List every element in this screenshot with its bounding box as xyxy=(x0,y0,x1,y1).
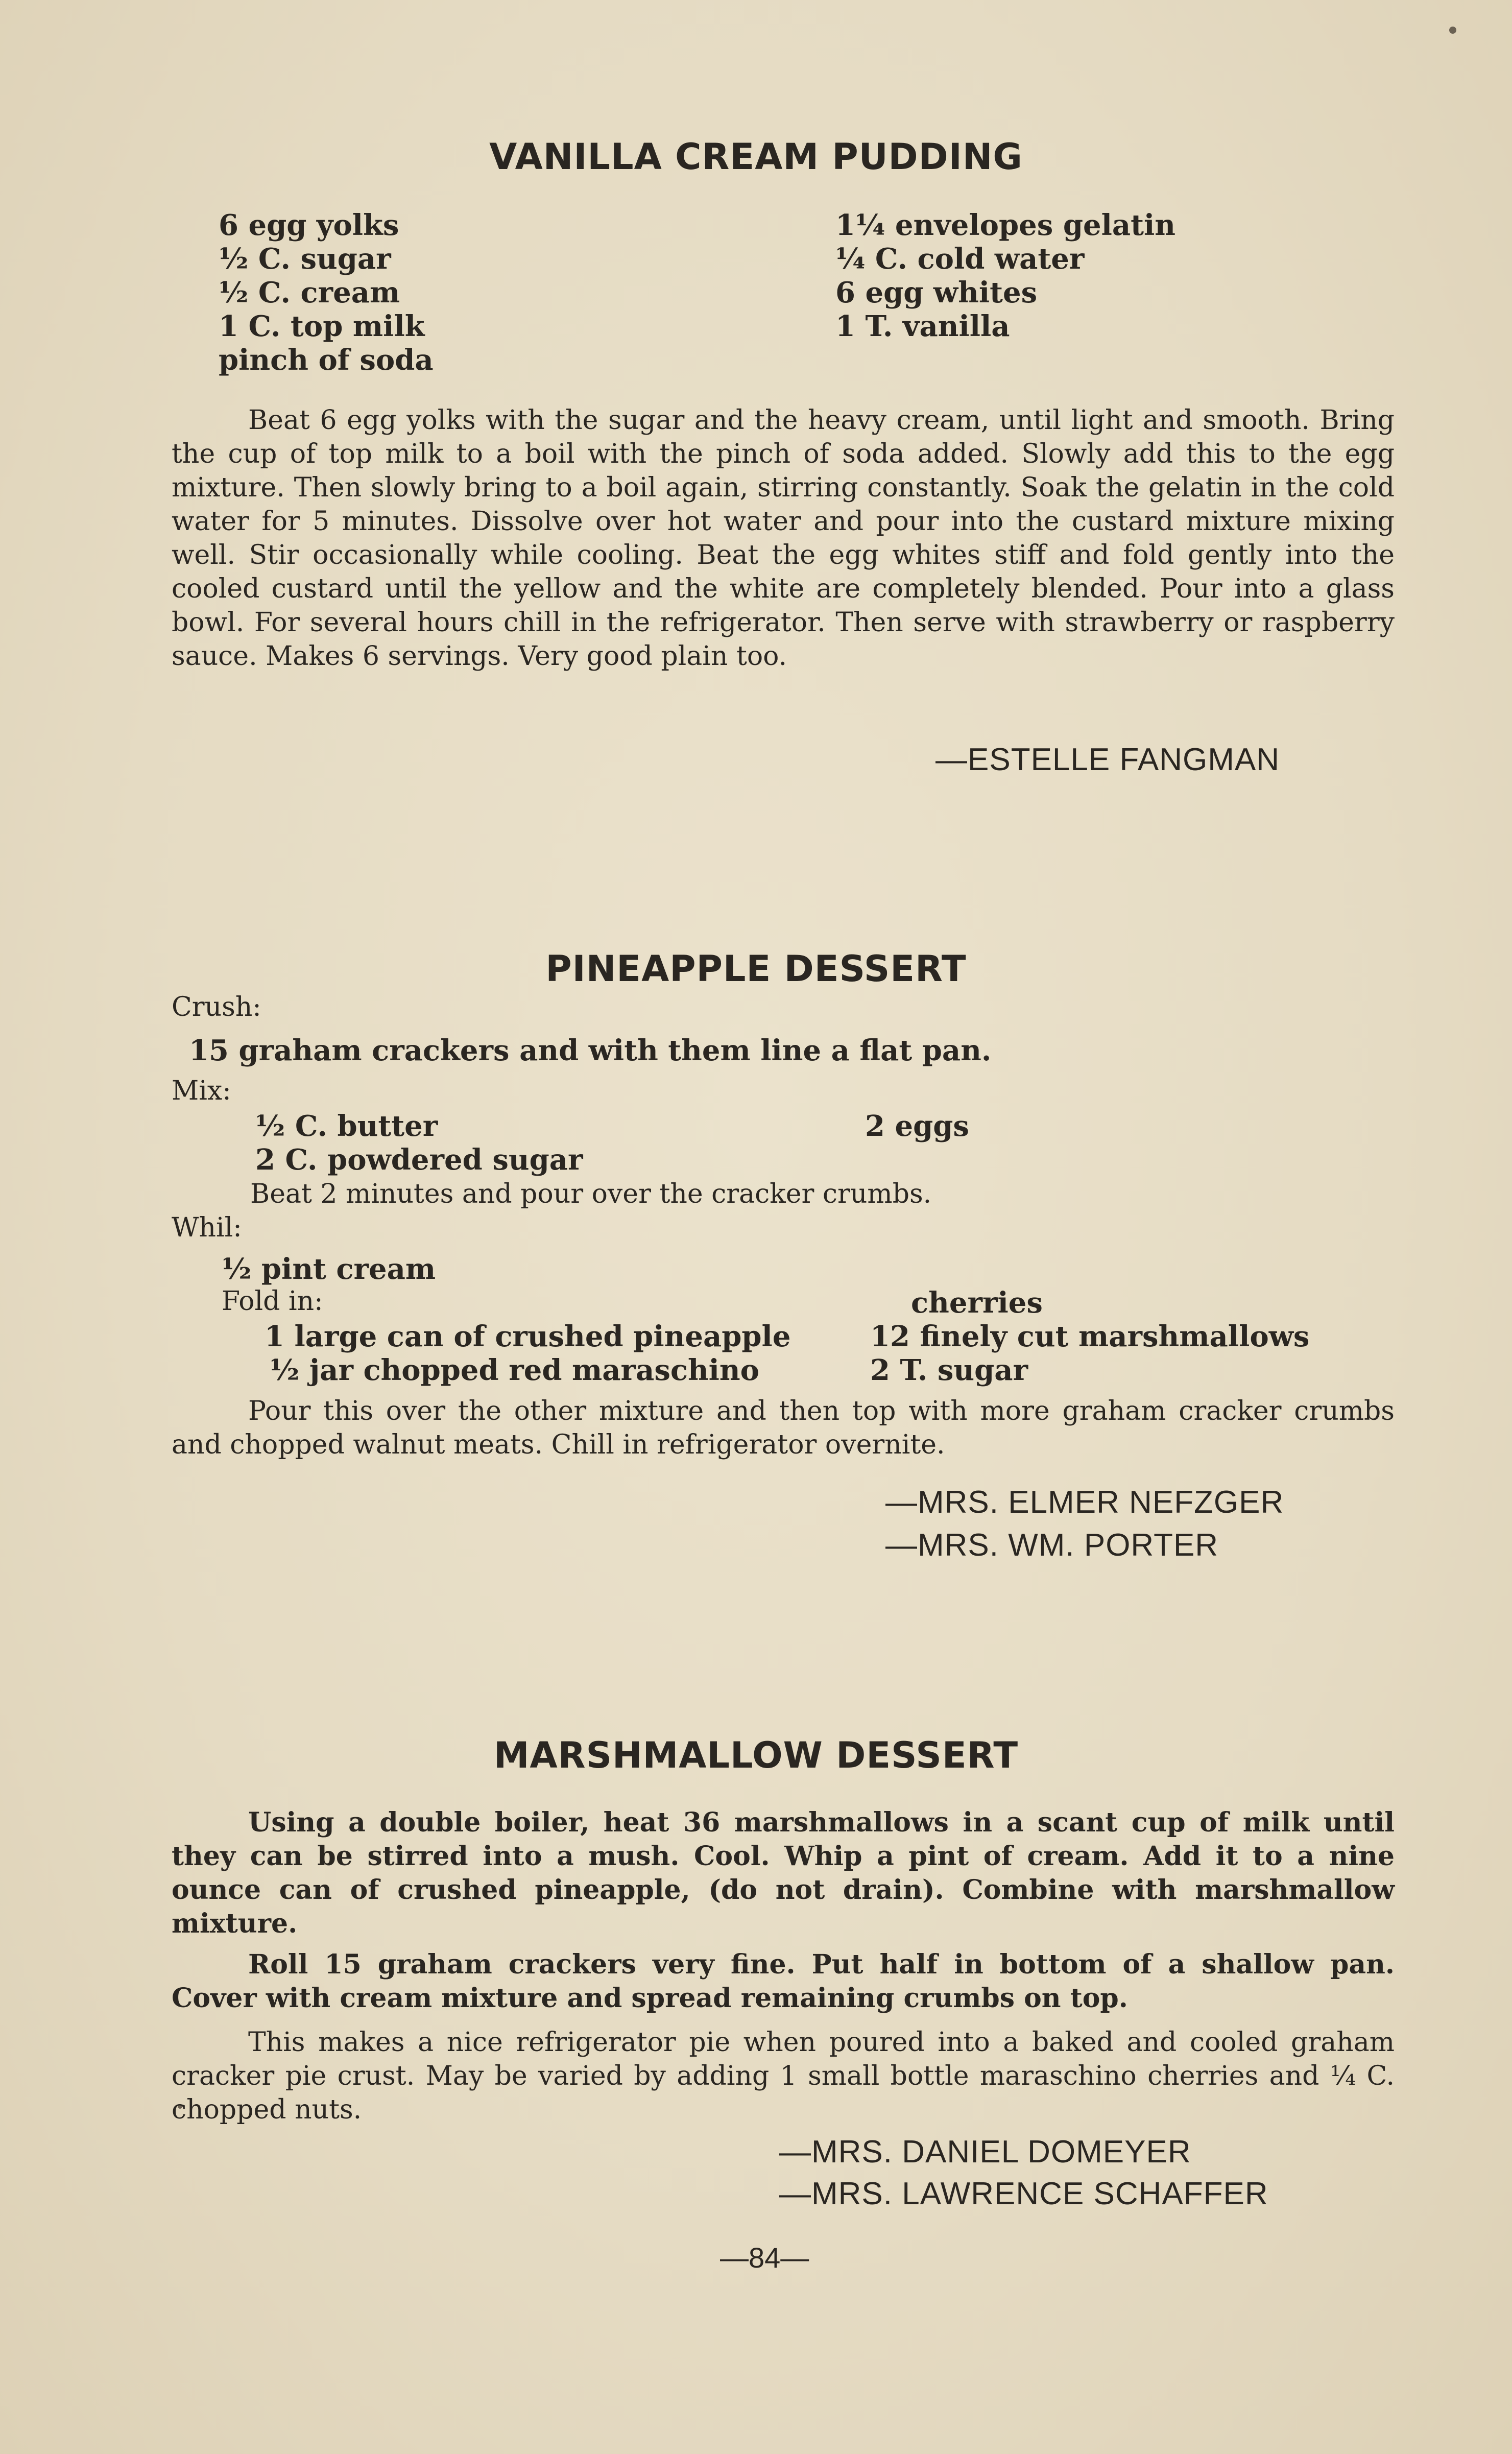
marshmallow-paragraph-3: This makes a nice refrigerator pie when poured into a baked and cooled graham cracker pie crust. May be varied by adding 1 small bottle maraschino cherries and ¼ C. chopped nuts. xyxy=(172,2027,1395,2125)
marshmallow-signature: —MRS. DANIEL DOMEYER xyxy=(779,2134,1191,2170)
vanilla-ingredients-left xyxy=(219,208,434,377)
pineapple-signature: —MRS. ELMER NEFZGER xyxy=(885,1485,1284,1520)
whip-item: ½ pint cream xyxy=(222,1252,436,1286)
ingredient: 2 T. sugar xyxy=(870,1353,1028,1387)
ingredient: 12 finely cut marshmallows xyxy=(870,1320,1310,1353)
marshmallow-signature: —MRS. LAWRENCE SCHAFFER xyxy=(779,2176,1268,2211)
beat-text: Beat 2 minutes and pour over the cracker crumbs. xyxy=(250,1179,932,1209)
ingredient: ½ C. sugar xyxy=(219,242,391,276)
crush-text: 15 graham crackers and with them line a flat pan. xyxy=(189,1034,992,1067)
recipe-title-marshmallow: MARSHMALLOW DESSERT xyxy=(493,1734,1019,1776)
ingredient: cherries xyxy=(911,1286,1043,1320)
marshmallow-paragraph-1: Using a double boiler, heat 36 marshmallows in a scant cup of milk until they can be stirred into a mush. Cool. Whip a pint of cream. Add it to a nine ounce can of crushed pineapple, (do not drain). Combine with marshmallow mixture. xyxy=(172,1807,1395,1939)
ingredient: pinch of soda xyxy=(219,343,434,377)
ingredient: 6 egg whites xyxy=(835,276,1038,309)
ingredient: 1 T. vanilla xyxy=(835,309,1010,343)
whip-label: Whil: xyxy=(172,1212,242,1243)
ingredient: 1 C. top milk xyxy=(219,309,425,343)
mix-label: Mix: xyxy=(172,1076,231,1106)
recipe-title-vanilla: VANILLA CREAM PUDDING xyxy=(489,136,1023,178)
mix-ingredients-left xyxy=(255,1109,583,1177)
vanilla-ingredients-right xyxy=(835,208,1175,343)
mix-ingredients-right xyxy=(865,1109,969,1143)
ingredient: ¼ C. cold water xyxy=(835,242,1085,276)
ingredient: 6 egg yolks xyxy=(219,208,399,242)
ingredient: 1 large can of crushed pineapple xyxy=(265,1320,791,1353)
page-number: —84— xyxy=(720,2242,809,2274)
crush-label: Crush: xyxy=(172,992,261,1022)
paper-speck xyxy=(1449,27,1456,34)
fold-label: Fold in: xyxy=(222,1286,323,1317)
pineapple-signature: —MRS. WM. PORTER xyxy=(885,1528,1219,1563)
marshmallow-paragraph-2: Roll 15 graham crackers very fine. Put half in bottom of a shallow pan. Cover with cream mixture and spread remaining crumbs on top. xyxy=(172,1949,1395,2014)
ingredient: ½ C. butter xyxy=(255,1109,438,1143)
fold-ingredients-right xyxy=(870,1286,1309,1387)
ingredient: 2 eggs xyxy=(865,1109,969,1143)
vanilla-signature: —ESTELLE FANGMAN xyxy=(935,742,1280,777)
vanilla-directions: Beat 6 egg yolks with the sugar and the heavy cream, until light and smooth. Bring the cup of top milk to a boil with the pinch of soda added. Slowly add this to the egg mixture. Then slowly bring to a boil again, stirring constantly. Soak the gelatin in the cold water for 5 minutes. Dissolve over hot water and pour into the custard mixture mixing well. Stir occasionally while cooling. Beat the egg whites stiff and fold gently into the cooled custard until the yellow and the white are completely blended. Pour into a glass bowl. For several hours chill in the refrigerator. Then serve with strawberry or raspberry sauce. Makes 6 servings. Very good plain too. xyxy=(172,405,1395,672)
fold-ingredients-left xyxy=(265,1320,790,1387)
ingredient: 1¼ envelopes gelatin xyxy=(835,208,1176,242)
pineapple-directions: Pour this over the other mixture and then top with more graham cracker crumbs and chopped walnut meats. Chill in refrigerator overnite. xyxy=(172,1396,1395,1460)
ingredient: ½ jar chopped red maraschino xyxy=(270,1353,759,1387)
ingredient: 2 C. powdered sugar xyxy=(255,1143,583,1177)
recipe-title-pineapple: PINEAPPLE DESSERT xyxy=(545,948,967,990)
ingredient: ½ C. cream xyxy=(219,276,400,309)
